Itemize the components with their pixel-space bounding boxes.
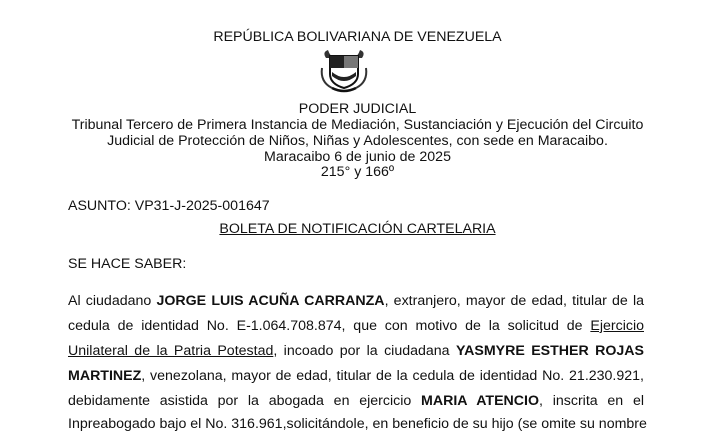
- body-l5-c: , inscrita en el: [539, 393, 644, 409]
- person-name-2b: MARTINEZ: [68, 368, 142, 384]
- tribunal-line-2: Judicial de Protección de Niños, Niñas y Adolescentes, con sede en Maracaibo.: [107, 133, 608, 149]
- body-line-2: [68, 318, 644, 334]
- tribunal-line-1: Tribunal Tercero de Primera Instancia de Mediación, Sustanciación y Ejecución del Circuito: [71, 117, 644, 133]
- case-type-part-1: Ejercicio: [590, 318, 644, 334]
- body-line-6: Inpreabogado bajo el No. 316.961,solicitándole, en beneficio de su hijo (se omite su nombre: [68, 416, 647, 432]
- body-l2-a: cedula de identidad No. E-1.064.708.874, que con motivo de la solicitud de: [68, 318, 583, 334]
- body-line-4: [68, 368, 644, 384]
- asunto-line: ASUNTO: VP31-J-2025-001647: [68, 198, 270, 214]
- body-l5-a: debidamente asistida por la abogada en ejercicio: [68, 393, 412, 409]
- case-type-part-2: Unilateral de la Patria Potestad: [68, 343, 274, 359]
- body-l3-b: , incoado por la ciudadana: [273, 343, 450, 359]
- body-line-1: [68, 293, 644, 309]
- document-title: [0, 221, 715, 237]
- se-hace-saber: SE HACE SABER:: [68, 256, 187, 272]
- body-l1-a: Al ciudadano: [68, 293, 152, 309]
- body-l1-c: , extranjero, mayor de edad, titular de la: [384, 293, 644, 309]
- branch-heading: PODER JUDICIAL: [298, 101, 417, 117]
- person-name-2a: YASMYRE ESTHER ROJAS: [455, 343, 645, 359]
- person-name-1: JORGE LUIS ACUÑA CARRANZA: [156, 293, 385, 309]
- lawyer-name: MARIA ATENCIO: [421, 393, 540, 409]
- place-date: Maracaibo 6 de junio de 2025: [264, 149, 451, 165]
- body-line-5: [68, 393, 644, 409]
- coat-of-arms-icon: [318, 48, 370, 94]
- years-line: 215° y 166º: [320, 164, 395, 180]
- title-text: BOLETA DE NOTIFICACIÓN CARTELARIA: [219, 221, 496, 237]
- body-l4-b: , venezolana, mayor de edad, titular de la cedula de identidad No. 21.230.921,: [141, 368, 644, 384]
- republic-heading: REPÚBLICA BOLIVARIANA DE VENEZUELA: [213, 29, 502, 45]
- body-line-3: [68, 343, 644, 359]
